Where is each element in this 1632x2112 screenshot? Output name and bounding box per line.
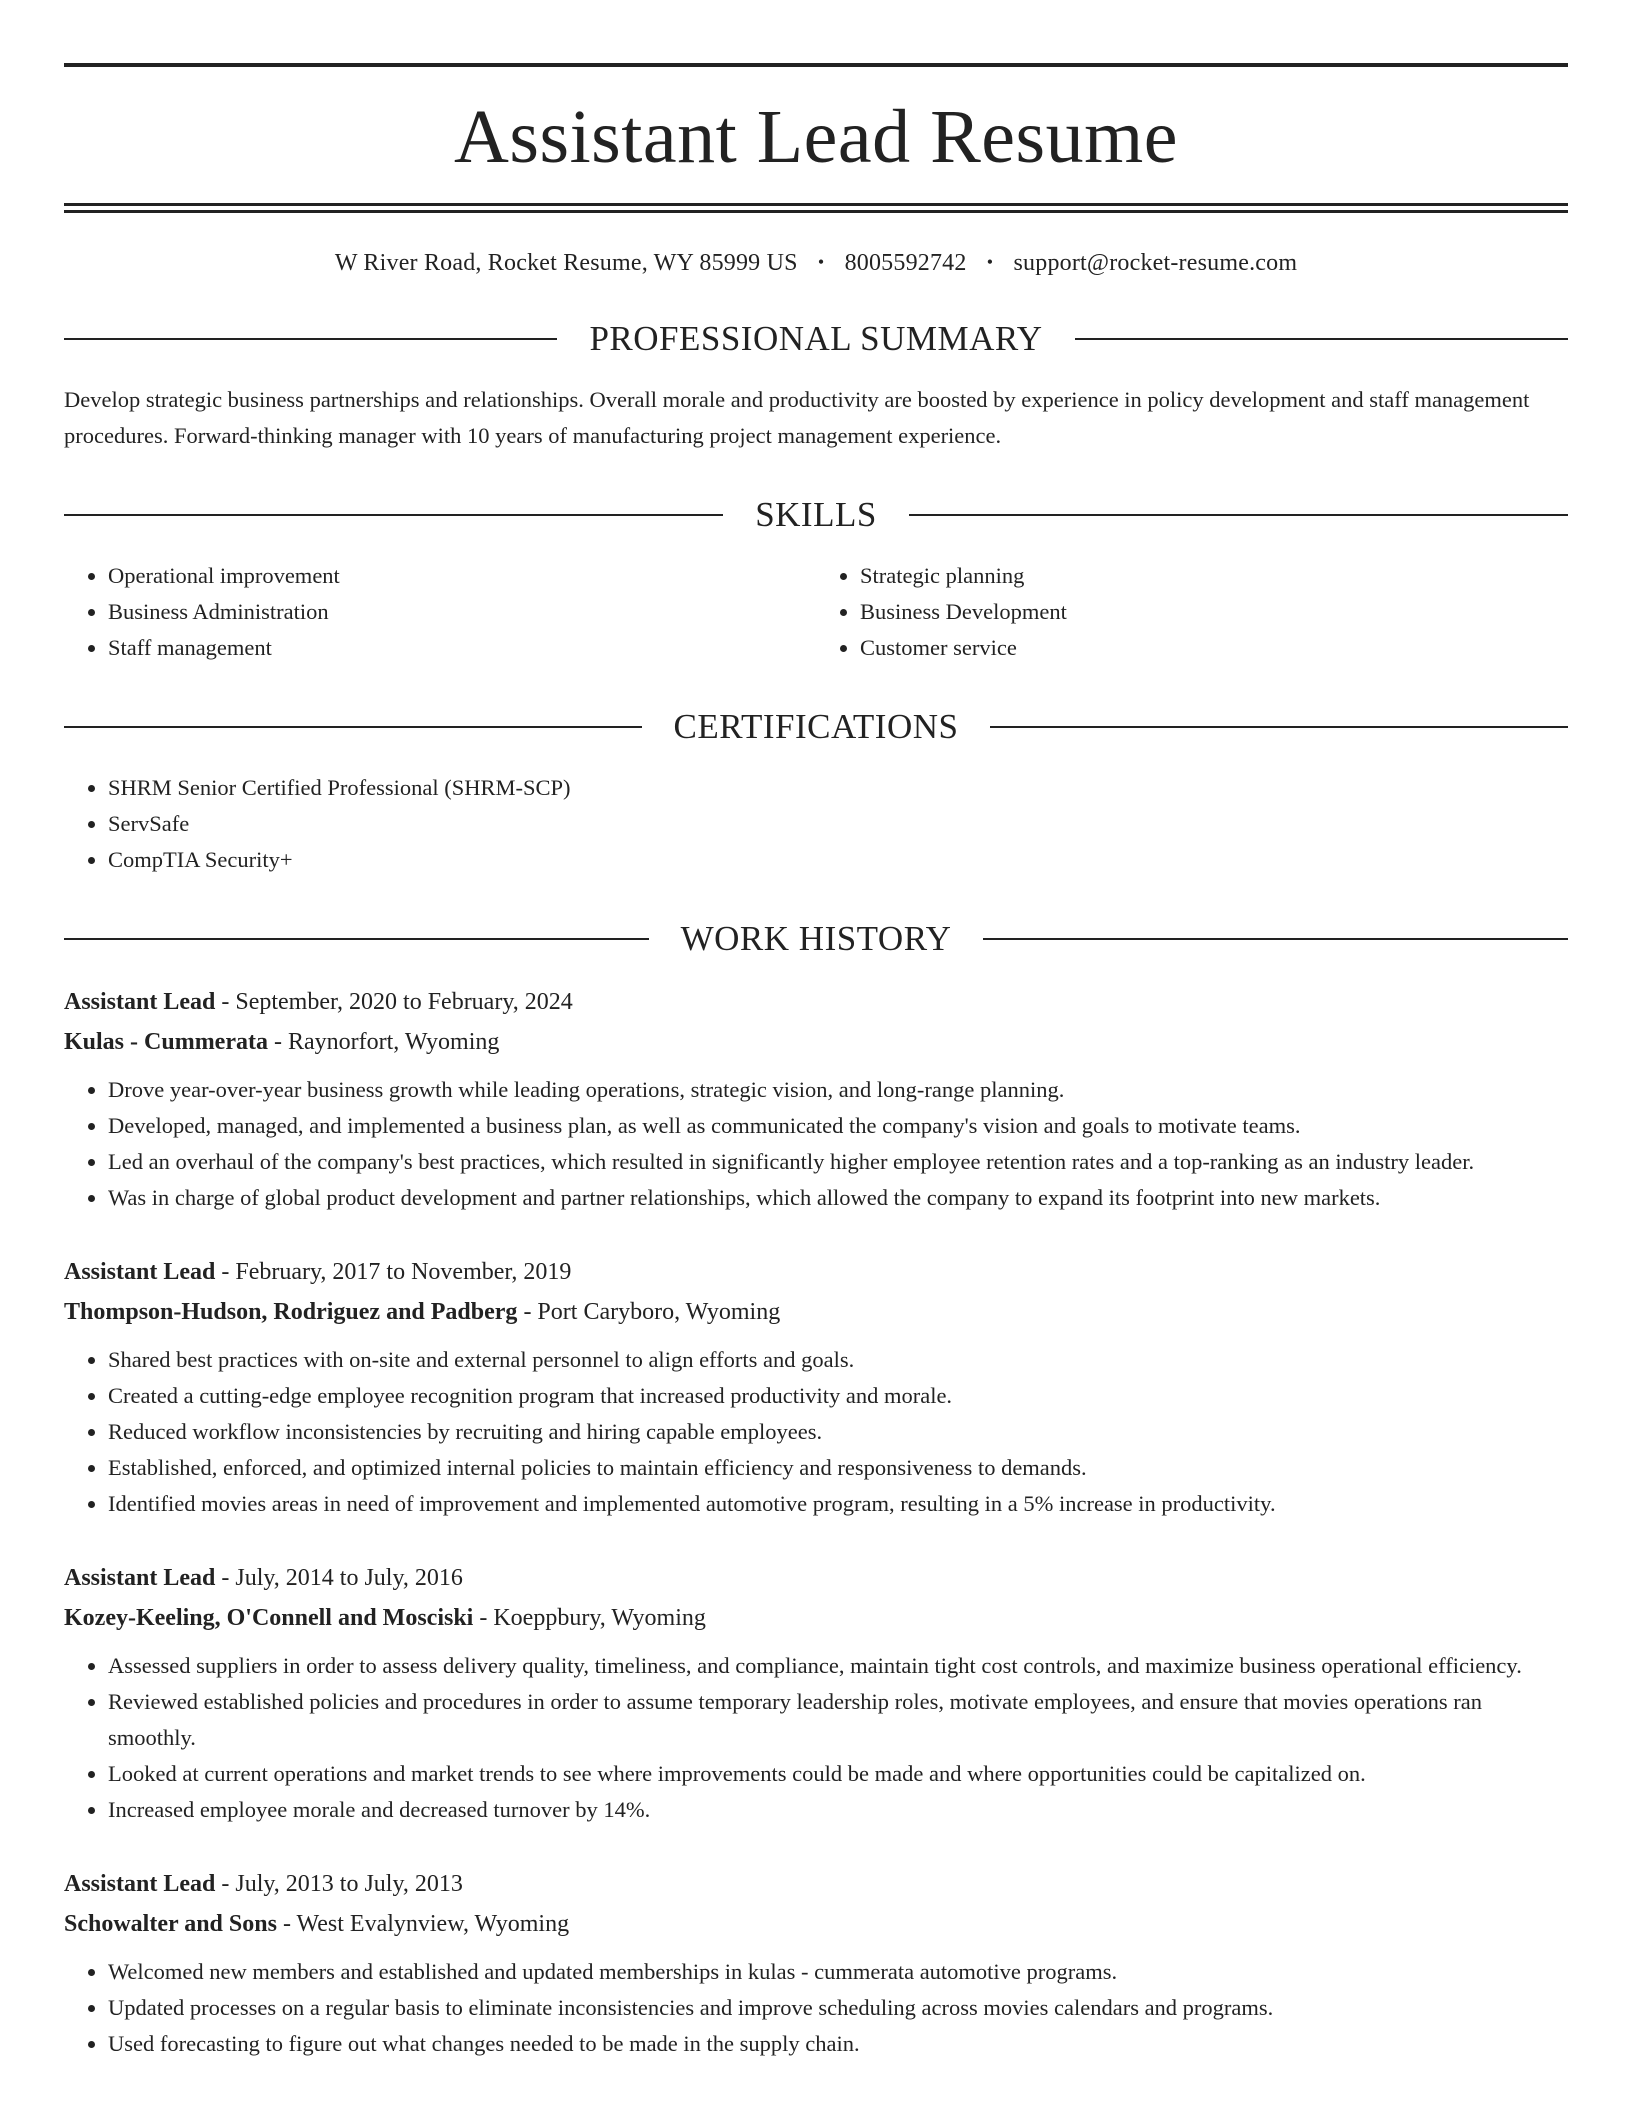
job-bullet: • Updated processes on a regular basis to eliminate inconsistencies and improve scheduling across movies calendars and programs.: [108, 1990, 1568, 2026]
job-location: - Raynorfort, Wyoming: [267, 1029, 500, 1055]
job-bullet: • Looked at current operations and market trends to see where improvements could be made and where opportunities could be capitalized on.: [108, 1756, 1568, 1792]
job-bullet: • Increased employee morale and decreased turnover by 14%.: [108, 1792, 1568, 1828]
job-dates: - February, 2017 to November, 2019: [215, 1259, 572, 1285]
certification-item: • ServSafe: [108, 806, 1568, 842]
section-title: SKILLS: [755, 495, 877, 534]
job-entry: [64, 1252, 1568, 1522]
job-bullet: • Assessed suppliers in order to assess delivery quality, timeliness, and compliance, maintain tight cost controls, and maximize business operational efficiency.: [108, 1648, 1568, 1684]
skills-list-left: [64, 558, 816, 666]
job-dates: - July, 2013 to July, 2013: [215, 1871, 463, 1897]
job-bullet: • Used forecasting to figure out what changes needed to be made in the supply chain.: [108, 2026, 1568, 2062]
job-entry: [64, 1864, 1568, 2062]
heading-rule: [64, 338, 557, 340]
job-company: Schowalter and Sons: [64, 1911, 277, 1937]
section-title: WORK HISTORY: [680, 919, 952, 958]
job-company-line: [64, 1292, 1568, 1332]
job-title-line: [64, 1252, 1568, 1292]
job-bullet: • Reduced workflow inconsistencies by recruiting and hiring capable employees.: [108, 1414, 1568, 1450]
job-company: Kozey-Keeling, O'Connell and Mosciski: [64, 1605, 474, 1631]
contact-phone: 8005592742: [844, 250, 967, 276]
work-history-heading: [64, 918, 1568, 960]
job-title-line: [64, 1864, 1568, 1904]
job-title: Assistant Lead: [64, 1259, 216, 1285]
certifications-list: [64, 770, 1568, 878]
heading-rule: [1075, 338, 1568, 340]
certifications-block: [64, 770, 1568, 878]
job-company: Thompson-Hudson, Rodriguez and Padberg: [64, 1299, 518, 1325]
job-bullet: • Led an overhaul of the company's best practices, which resulted in significantly higher employee retention rates and a top-ranking as an industry leader.: [108, 1144, 1568, 1180]
skill-item: • Business Administration: [108, 594, 816, 630]
skill-item: • Customer service: [860, 630, 1568, 666]
skill-item: • Business Development: [860, 594, 1568, 630]
job-dates: - September, 2020 to February, 2024: [215, 989, 573, 1015]
heading-rule: [64, 726, 642, 728]
skill-item: • Strategic planning: [860, 558, 1568, 594]
job-bullet: • Was in charge of global product development and partner relationships, which allowed the company to expand its footprint into new markets.: [108, 1180, 1568, 1216]
heading-rule: [64, 938, 649, 940]
heading-rule: [909, 514, 1568, 516]
job-bullet: • Established, enforced, and optimized internal policies to maintain efficiency and responsiveness to demands.: [108, 1450, 1568, 1486]
contact-line: [64, 247, 1568, 278]
summary-text: Develop strategic business partnerships and relationships. Overall morale and productivity are boosted by experience in policy development and staff management procedures. Forward-thinking manager with 10 years of manufacturing project management experience.: [64, 387, 1530, 448]
skill-item: • Operational improvement: [108, 558, 816, 594]
contact-separator: •: [817, 252, 825, 272]
section-title: CERTIFICATIONS: [673, 707, 959, 746]
heading-rule: [983, 938, 1568, 940]
job-location: - Koeppbury, Wyoming: [473, 1605, 706, 1631]
job-title: Assistant Lead: [64, 1565, 216, 1591]
job-bullet: • Developed, managed, and implemented a business plan, as well as communicated the company's vision and goals to motivate teams.: [108, 1108, 1568, 1144]
certification-item: • SHRM Senior Certified Professional (SHRM-SCP): [108, 770, 1568, 806]
contact-address: W River Road, Rocket Resume, WY 85999 US: [334, 250, 798, 276]
job-bullets: [64, 1648, 1568, 1828]
job-bullet: • Welcomed new members and established and updated memberships in kulas - cummerata automotive programs.: [108, 1954, 1568, 1990]
certification-item: • CompTIA Security+: [108, 842, 1568, 878]
heading-rule: [64, 514, 723, 516]
job-company-line: [64, 1904, 1568, 1944]
job-location: - West Evalynview, Wyoming: [276, 1911, 570, 1937]
job-bullet: • Created a cutting-edge employee recognition program that increased productivity and morale.: [108, 1378, 1568, 1414]
skills-heading: [64, 494, 1568, 536]
job-bullets: [64, 1342, 1568, 1522]
resume-page: [64, 0, 1568, 2062]
job-bullet: • Drove year-over-year business growth while leading operations, strategic vision, and long-range planning.: [108, 1072, 1568, 1108]
job-bullet: • Identified movies areas in need of improvement and implemented automotive program, resulting in a 5% increase in productivity.: [108, 1486, 1568, 1522]
job-bullet: • Reviewed established policies and procedures in order to assume temporary leadership roles, motivate employees, and ensure that movies operations ran smoothly.: [108, 1684, 1568, 1756]
skill-item: • Staff management: [108, 630, 816, 666]
heading-rule: [990, 726, 1568, 728]
job-title: Assistant Lead: [64, 1871, 216, 1897]
job-entry: [64, 982, 1568, 1216]
certifications-heading: [64, 706, 1568, 748]
job-title: Assistant Lead: [64, 989, 216, 1015]
job-location: - Port Caryboro, Wyoming: [517, 1299, 781, 1325]
job-bullets: [64, 1954, 1568, 2062]
job-company-line: [64, 1022, 1568, 1062]
skills-columns: [64, 558, 1568, 666]
job-title-line: [64, 982, 1568, 1022]
job-dates: - July, 2014 to July, 2016: [215, 1565, 463, 1591]
job-title-line: [64, 1558, 1568, 1598]
job-bullet: • Shared best practices with on-site and external personnel to align efforts and goals.: [108, 1342, 1568, 1378]
summary-heading: [64, 318, 1568, 360]
contact-email: support@rocket-resume.com: [1013, 250, 1298, 276]
contact-separator: •: [986, 252, 994, 272]
job-entry: [64, 1558, 1568, 1828]
skills-list-right: [816, 558, 1568, 666]
title-double-rule: [64, 203, 1568, 213]
job-company-line: [64, 1598, 1568, 1638]
section-title: PROFESSIONAL SUMMARY: [589, 319, 1043, 358]
job-bullets: [64, 1072, 1568, 1216]
resume-title: Assistant Lead Resume: [454, 95, 1178, 179]
top-rule: [64, 63, 1568, 67]
job-company: Kulas - Cummerata: [64, 1029, 268, 1055]
